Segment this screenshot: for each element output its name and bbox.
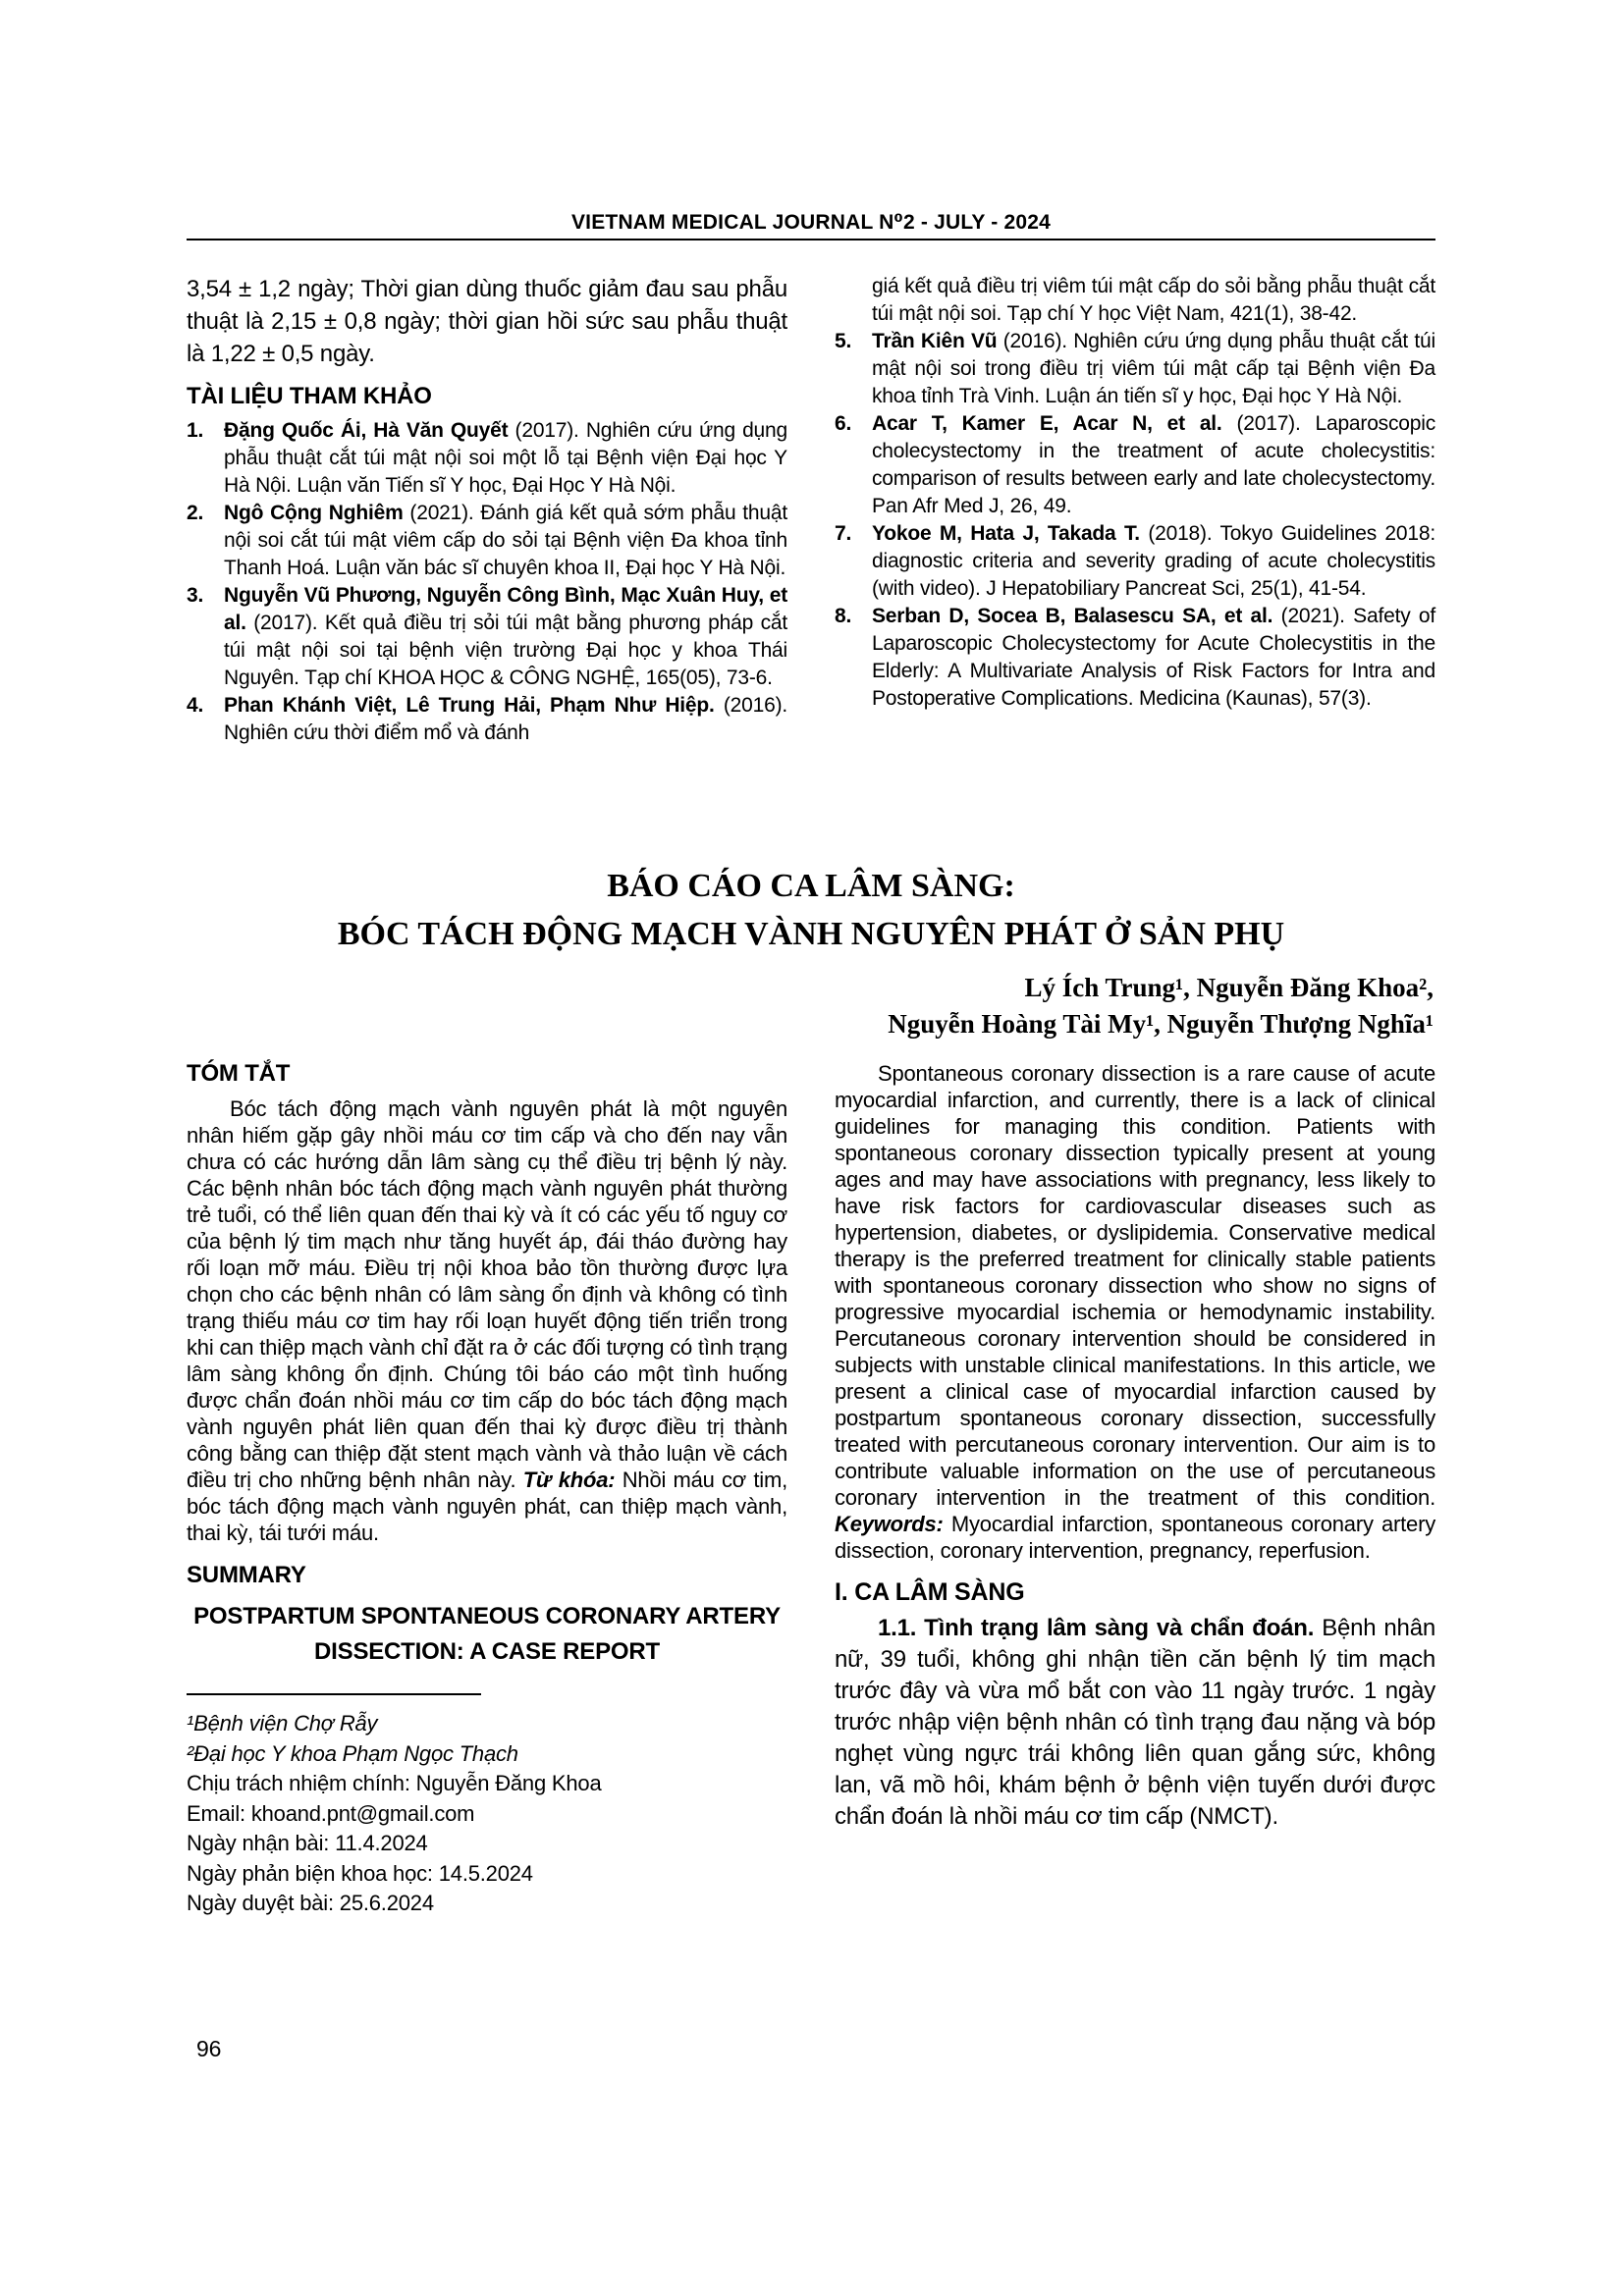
reference-item-8 xyxy=(835,603,1435,713)
authors-line2: Nguyễn Hoàng Tài My¹, Nguyễn Thượng Nghĩa¹ xyxy=(888,1009,1434,1039)
footnote-received-date: Ngày nhận bài: 11.4.2024 xyxy=(187,1831,428,1855)
reference-item-7 xyxy=(835,520,1435,603)
reference-text xyxy=(872,520,1435,603)
abstract-en-paragraph xyxy=(835,1060,1435,1564)
references-right-column xyxy=(835,273,1435,747)
abstract-vi-body: Bóc tách động mạch vành nguyên phát là một nguyên nhân hiếm gặp gây nhồi máu cơ tim cấp và cho đến nay vẫn chưa có các hướng dẫn lâm sàng cụ thể điều trị bệnh lý này. Các bệnh nhân bóc tách động mạch vành nguyên phát thường trẻ tuổi, có thể liên quan đến thai kỳ và ít có các yếu tố nguy cơ của bệnh lý tim mạch như tăng huyết áp, đái tháo đường hay rối loạn mỡ máu. Điều trị nội khoa bảo tồn thường được lựa chọn cho các bệnh nhân có lâm sàng ổn định và không có tình trạng thiếu máu cơ tim hay rối loạn huyết động tiến triển trong khi can thiệp mạch vành chỉ đặt ra ở các đối tượng có tình trạng lâm sàng không ổn định. Chúng tôi báo cáo một tình huống được chẩn đoán nhồi máu cơ tim cấp do bóc tách động mạch vành nguyên phát liên quan đến thai kỳ được điều trị thành công bằng can thiệp đặt stent mạch vành và thảo luận về cách điều trị cho những bệnh nhân này. xyxy=(187,1096,787,1492)
keywords-vi-label: Từ khóa: xyxy=(522,1468,616,1492)
reference-number: 8. xyxy=(835,605,852,627)
abstract-vi-paragraph xyxy=(187,1095,787,1546)
summary-heading: SUMMARY xyxy=(187,1562,306,1588)
footnote-affiliation-1: ¹Bệnh viện Chợ Rẫy xyxy=(187,1711,378,1735)
reference-rest: (2017). Nghiên cứu ứng dụng phẫu thuật cắt túi mật nội soi một lỗ tại Bệnh viện Đại học Y Hà Nội. Luận văn Tiến sĩ Y học, Đại Học Y Hà Nội. xyxy=(224,419,787,497)
reference-item-4 xyxy=(187,692,787,747)
article-left-column xyxy=(187,1060,787,1919)
footnote-correspondence: Chịu trách nhiệm chính: Nguyễn Đăng Khoa xyxy=(187,1771,602,1795)
keywords-en-label: Keywords: xyxy=(835,1512,944,1536)
reference-number: 2. xyxy=(187,502,204,524)
reference-authors: Acar T, Kamer E, Acar N, et al. xyxy=(872,412,1222,435)
reference-text xyxy=(224,500,787,582)
case-subsection-body: Bệnh nhân nữ, 39 tuổi, không ghi nhận tiền căn bệnh lý tim mạch trước đây và vừa mổ bắt con vào 11 ngày trước. 1 ngày trước nhập viện bệnh nhân có tình trạng đau nặng và bóp nghẹt vùng ngực trái không liên quan gắng sức, không lan, vã mồ hôi, khám bệnh ở bệnh viện tuyến dưới được chẩn đoán là nhồi máu cơ tim cấp (NMCT). xyxy=(835,1615,1435,1830)
reference-4-continuation: giá kết quả điều trị viêm túi mật cấp do sỏi bằng phẫu thuật cắt túi mật nội soi. Tạp chí Y học Việt Nam, 421(1), 38-42. xyxy=(872,275,1435,325)
reference-item-6 xyxy=(835,410,1435,520)
keywords-en-text: Myocardial infarction, spontaneous coronary artery dissection, coronary intervention, pregnancy, reperfusion. xyxy=(835,1512,1435,1563)
reference-rest: (2018). Tokyo Guidelines 2018: diagnostic criteria and severity grading of acute cholecystitis (with video). J Hepatobiliary Pancreat Sci, 25(1), 41-54. xyxy=(872,522,1435,600)
reference-number: 5. xyxy=(835,330,852,352)
reference-number: 1. xyxy=(187,419,204,442)
reference-number: 3. xyxy=(187,584,204,607)
case-section-paragraph xyxy=(835,1613,1435,1833)
case-section-heading: I. CA LÂM SÀNG xyxy=(835,1578,1025,1606)
summary-title: POSTPARTUM SPONTANEOUS CORONARY ARTERY DISSECTION: A CASE REPORT xyxy=(193,1603,781,1665)
reference-item-3 xyxy=(187,582,787,692)
references-left-column xyxy=(187,273,787,747)
footnote-affiliation-2: ²Đại học Y khoa Phạm Ngọc Thạch xyxy=(187,1740,518,1766)
reference-rest: (2017). Kết quả điều trị sỏi túi mật bằng phương pháp cắt túi mật nội soi tại bệnh viện trường Đại học y khoa Thái Nguyên. Tạp chí KHOA HỌC & CÔNG NGHỆ, 165(05), 73-6. xyxy=(224,612,787,689)
case-subsection-heading: 1.1. Tình trạng lâm sàng và chẩn đoán. xyxy=(878,1615,1315,1641)
reference-number: 7. xyxy=(835,522,852,545)
page-number: 96 xyxy=(196,2036,222,2061)
reference-text xyxy=(224,417,787,500)
footnote-accepted-date: Ngày duyệt bài: 25.6.2024 xyxy=(187,1891,434,1915)
reference-authors: Phan Khánh Việt, Lê Trung Hải, Phạm Như Hiệp. xyxy=(224,694,715,717)
reference-text xyxy=(224,692,787,747)
article-title-line2: BÓC TÁCH ĐỘNG MẠCH VÀNH NGUYÊN PHÁT Ở SẢN PHỤ xyxy=(337,916,1285,952)
reference-text xyxy=(872,410,1435,520)
reference-authors: Nguyễn Vũ Phương, Nguyễn Công Bình, Mạc Xuân Huy, et al. xyxy=(224,584,787,634)
reference-rest: (2016). Nghiên cứu thời điểm mổ và đánh xyxy=(224,694,787,744)
journal-header-title: VIETNAM MEDICAL JOURNAL N⁰2 - JULY - 2024 xyxy=(570,211,1052,234)
reference-number: 6. xyxy=(835,412,852,435)
article-title-line1: BÁO CÁO CA LÂM SÀNG: xyxy=(607,868,1015,904)
results-closing-paragraph: 3,54 ± 1,2 ngày; Thời gian dùng thuốc giảm đau sau phẫu thuật là 2,15 ± 0,8 ngày; thời gian hồi sức sau phẫu thuật là 1,22 ± 0,5 ngày. xyxy=(187,276,787,367)
article-body-section xyxy=(187,1060,1435,1919)
reference-authors: Yokoe M, Hata J, Takada T. xyxy=(872,522,1140,545)
reference-item-1 xyxy=(187,417,787,500)
references-section xyxy=(187,273,1435,747)
keywords-vi-text: Nhồi máu cơ tim, bóc tách động mạch vành nguyên phát, can thiệp mạch vành, thai kỳ, tái tưới máu. xyxy=(187,1468,787,1545)
reference-authors: Đặng Quốc Ái, Hà Văn Quyết xyxy=(224,419,509,442)
reference-authors: Ngô Cộng Nghiêm xyxy=(224,502,404,524)
reference-rest: (2021). Đánh giá kết quả sớm phẫu thuật nội soi cắt túi mật viêm cấp do sỏi tại Bệnh viện Đa khoa tỉnh Thanh Hoá. Luận văn bác sĩ chuyên khoa II, Đại học Y Hà Nội. xyxy=(224,502,787,579)
abstract-en-body: Spontaneous coronary dissection is a rare cause of acute myocardial infarction, and currently, there is a lack of clinical guidelines for managing this condition. Patients with spontaneous coronary dissection typically present at young ages and may have associations with pregnancy, less likely to have risk factors for cardiovascular diseases such as hypertension, diabetes, or dyslipidemia. Conservative medical therapy is the preferred treatment for clinically stable patients with spontaneous coronary dissection who show no signs of progressive myocardial ischemia or hemodynamic instability. Percutaneous coronary intervention should be considered in subjects with unstable clinical manifestations. In this article, we present a clinical case of myocardial infarction caused by postpartum spontaneous coronary dissection, successfully treated with percutaneous coronary intervention. Our aim is to contribute valuable information on the use of percutaneous coronary intervention in the treatment of this condition. xyxy=(835,1061,1435,1510)
reference-number: 4. xyxy=(187,694,204,717)
reference-text xyxy=(224,582,787,692)
reference-rest: (2017). Laparoscopic cholecystectomy in the treatment of acute cholecystitis: comparison of results between early and late cholecystectomy. Pan Afr Med J, 26, 49. xyxy=(872,412,1435,517)
reference-rest: (2016). Nghiên cứu ứng dụng phẫu thuật cắt túi mật nội soi trong điều trị viêm túi mật cấp tại Bệnh viện Đa khoa tỉnh Trà Vinh. Luận án tiến sĩ y học, Đại học Y Hà Nội. xyxy=(872,330,1435,407)
reference-text xyxy=(872,328,1435,410)
reference-item-2 xyxy=(187,500,787,582)
abstract-vi-heading: TÓM TẮT xyxy=(187,1060,291,1087)
authors-line1: Lý Ích Trung¹, Nguyễn Đăng Khoa², xyxy=(1024,973,1434,1002)
article-title xyxy=(187,862,1435,958)
article-right-column xyxy=(835,1060,1435,1919)
footnote-reviewed-date: Ngày phản biện khoa học: 14.5.2024 xyxy=(187,1860,533,1886)
article-authors xyxy=(187,970,1435,1042)
reference-authors: Trần Kiên Vũ xyxy=(872,330,998,352)
reference-rest: (2021). Safety of Laparoscopic Cholecystectomy for Acute Cholecystitis in the Elderly: A Multivariate Analysis of Risk Factors for Intra and Postoperative Complications. Medicina (Kaunas), 57(3). xyxy=(872,605,1435,710)
reference-item-5 xyxy=(835,328,1435,410)
references-heading: TÀI LIỆU THAM KHẢO xyxy=(187,383,432,409)
footnote-rule xyxy=(187,1693,481,1695)
reference-text xyxy=(872,603,1435,713)
footnote-block xyxy=(187,1709,787,1919)
footnote-email: Email: khoand.pnt@gmail.com xyxy=(187,1800,475,1826)
reference-authors: Serban D, Socea B, Balasescu SA, et al. xyxy=(872,605,1273,627)
header-rule xyxy=(187,239,1435,240)
